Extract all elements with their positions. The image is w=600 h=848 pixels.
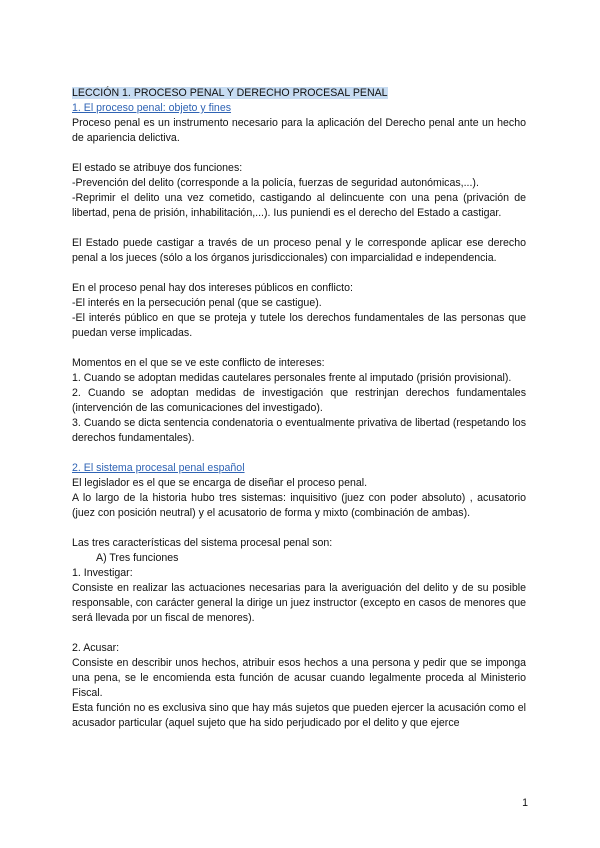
paragraph: El legislador es el que se encarga de diseñar el proceso penal. [72,477,368,489]
paragraph: Momentos en el que se ve este conflicto de intereses: [72,357,325,369]
paragraph: El Estado puede castigar a través de un proceso penal y le corresponde aplicar ese derecho penal a los jueces (sólo a los órganos jurisdiccionales) con imparcialidad e independencia. [72,237,526,264]
sub-list-item: A) Tres funciones [96,552,179,564]
list-item: -Prevención del delito (corresponde a la policía, fuerzas de seguridad autonómicas,...). [72,177,479,189]
subheading-acusar: 2. Acusar: [72,642,120,654]
paragraph: En el proceso penal hay dos intereses públicos en conflicto: [72,282,353,294]
list-item: -El interés público en que se proteja y tutele los derechos fundamentales de las personas que puedan verse implicadas. [72,312,526,339]
paragraph: A lo largo de la historia hubo tres sistemas: inquisitivo (juez con poder absoluto) , acusatorio (juez con posición neutral) y el acusatorio de forma y mixto (combinación de ambas). [72,492,526,519]
paragraph: Consiste en describir unos hechos, atribuir esos hechos a una persona y pedir que se imponga una pena, se le encomienda esta función de acusar cuando legalmente proceda al Ministerio Fiscal. [72,657,526,699]
paragraph: Proceso penal es un instrumento necesario para la aplicación del Derecho penal ante un hecho de apariencia delictiva. [72,117,526,144]
paragraph: El estado se atribuye dos funciones: [72,162,243,174]
list-item: -Reprimir el delito una vez cometido, castigando al delincuente con una pena (privación de libertad, pena de prisión, inhabilitación,...). Ius puniendi es el derecho del Estado a castigar. [72,192,526,219]
list-item: 3. Cuando se dicta sentencia condenatoria o eventualmente privativa de libertad (respetando los derechos fundamentales). [72,417,526,444]
list-item: 1. Cuando se adoptan medidas cautelares personales frente al imputado (prisión provisional). [72,372,512,384]
list-item: 2. Cuando se adoptan medidas de investigación que restrinjan derechos fundamentales (intervención de las comunicaciones del investigado). [72,387,526,414]
page-number: 1 [522,797,528,809]
subheading-investigar: 1. Investigar: [72,567,133,579]
list-item: -El interés en la persecución penal (que se castigue). [72,297,322,309]
section-1-heading: 1. El proceso penal: objeto y fines [72,102,232,114]
document-body [72,86,526,731]
section-2-heading: 2. El sistema procesal penal español [72,462,245,474]
lesson-title: LECCIÓN 1. PROCESO PENAL Y DERECHO PROCESAL PENAL [72,87,388,99]
paragraph: Consiste en realizar las actuaciones necesarias para la averiguación del delito y de su posible responsable, con carácter general la dirige un juez instructor (excepto en casos de menores que será llevada por un fiscal de menores). [72,582,526,624]
paragraph: Las tres características del sistema procesal penal son: [72,537,333,549]
paragraph: Esta función no es exclusiva sino que hay más sujetos que pueden ejercer la acusación como el acusador particular (aquel sujeto que ha sido perjudicado por el delito y que ejerce [72,702,526,729]
